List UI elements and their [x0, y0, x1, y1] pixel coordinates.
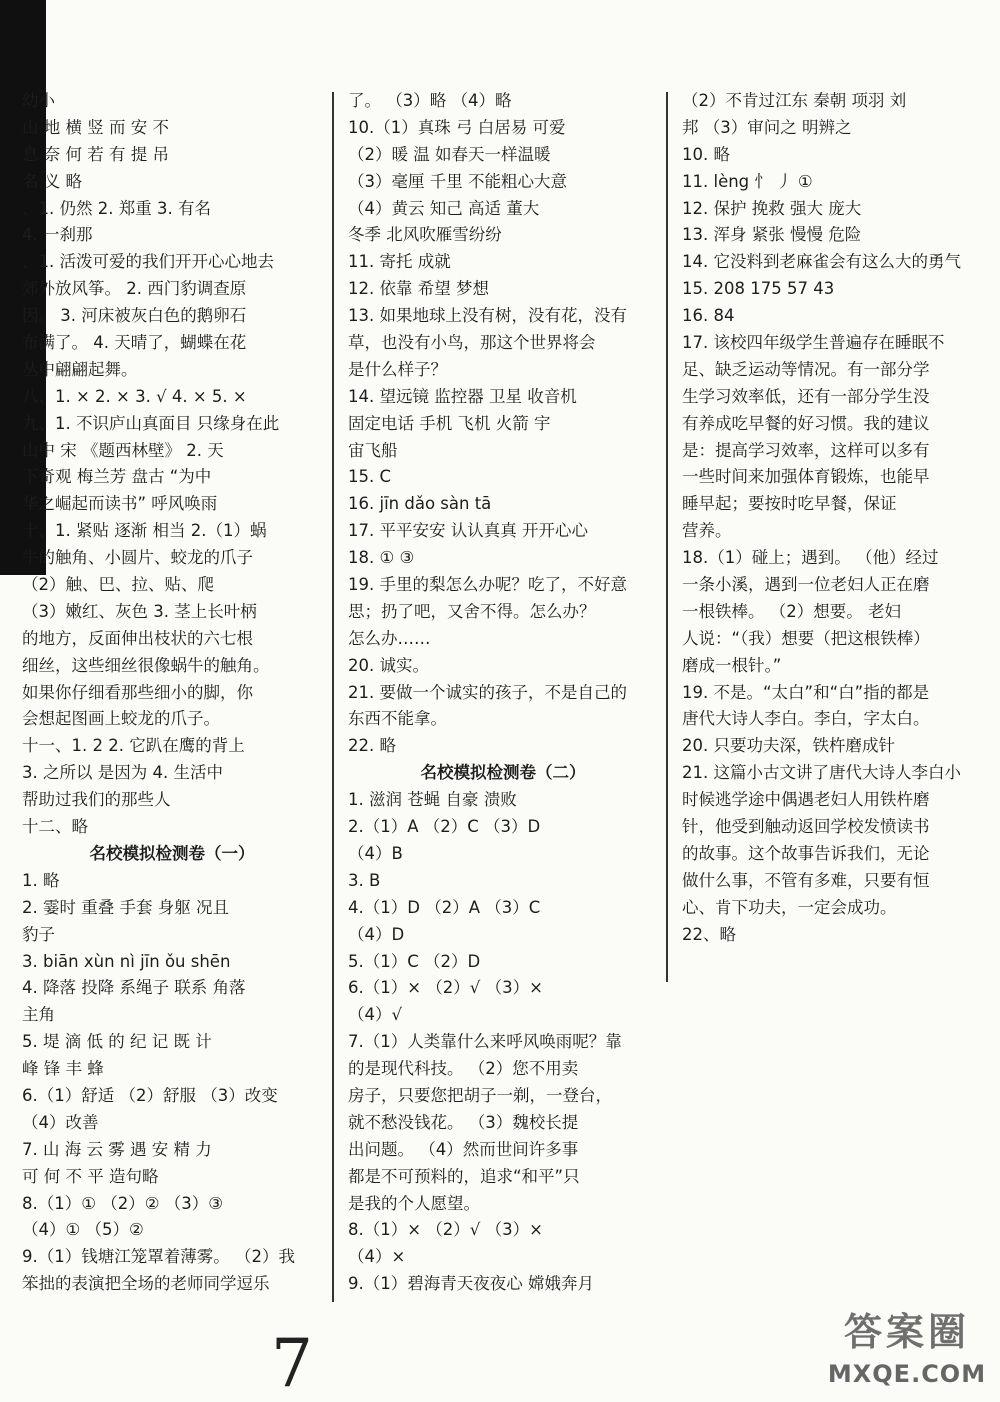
answer-line: 16. jīn dǎo sàn tā [348, 494, 492, 514]
answer-line: 10. 略 [682, 144, 730, 164]
answer-line: 足、缺乏运动等情况。有一部分学 [682, 359, 930, 379]
answer-line: 18.（1）碰上；遇到。 （他）经过 [682, 548, 939, 568]
answer-line: （4）√ [348, 1005, 403, 1025]
answer-line: 邦 （3）审问之 明辨之 [682, 117, 852, 137]
answer-line: 豹子 [22, 924, 55, 944]
answer-line: 房子，只要您把胡子一剃，一登台， [348, 1085, 612, 1105]
answer-line: 冬季 北风吹雁雪纷纷 [348, 225, 502, 245]
answer-line: 一条小溪，遇到一位老妇人正在磨 [682, 575, 930, 595]
answer-line: 思；扔了吧，又舍不得。怎么办？ [348, 601, 596, 621]
answer-line: 草，也没有小鸟，那这个世界将会 [348, 333, 596, 353]
answer-line: 8.（1）× （2）√ （3）× [348, 1220, 543, 1240]
watermark [818, 1306, 996, 1398]
answer-line: 怎么办…… [348, 628, 431, 648]
answer-line: 14. 望远镜 监控器 卫星 收音机 [348, 386, 577, 406]
answer-line: （4）① （5）② [22, 1220, 144, 1240]
answer-line: 20. 诚实。 [348, 655, 429, 675]
right-column [682, 88, 987, 949]
middle-column [348, 88, 658, 1298]
answer-line: 15. 208 175 57 43 [682, 279, 835, 299]
answer-line: 营养。 [682, 521, 732, 541]
answer-line: 睡早起；要按时吃早餐，保证 [682, 494, 897, 514]
answer-line: 帮助过我们的那些人 [22, 790, 171, 810]
answer-line: 一些时间来加强体育锻炼，也能早 [682, 467, 930, 487]
answer-line: 就不愁没钱花。 （3）魏校长提 [348, 1112, 579, 1132]
answer-line: 12. 依靠 希望 梦想 [348, 279, 489, 299]
answer-line: 22. 略 [348, 736, 396, 756]
answer-line: 山中 宋 《题西林壁》 2. 天 [22, 440, 224, 460]
answer-line: 1. 滋润 苍蝇 自豪 溃败 [348, 790, 517, 810]
answer-line: 因。 3. 河床被灰白色的鹅卵石 [22, 306, 247, 326]
answer-line: 7.（1）人类靠什么来呼风唤雨呢？靠 [348, 1032, 622, 1052]
answer-line: 名 义 略 [22, 171, 82, 191]
answer-line: 可 何 不 平 造句略 [22, 1166, 159, 1186]
column-divider-1 [332, 92, 334, 1302]
answer-line: （4）× [348, 1247, 406, 1267]
answer-line: 的是现代科技。 （2）您不用卖 [348, 1059, 579, 1079]
answer-line: 会想起图画上蛟龙的爪子。 [22, 709, 220, 729]
answer-line: 13. 如果地球上没有树，没有花，没有 [348, 306, 627, 326]
answer-line: （3）嫩红、灰色 3. 茎上长叶柄 [22, 601, 257, 621]
answer-line: 21. 要做一个诚实的孩子，不是自己的 [348, 682, 627, 702]
answer-line: 20. 只要功夫深，铁杵磨成针 [682, 736, 895, 756]
answer-line: 2. 霎时 重叠 手套 身躯 况且 [22, 897, 229, 917]
answer-line: 15. C [348, 467, 392, 487]
answer-line: （4）改善 [22, 1112, 99, 1132]
answer-line: 3. 之所以 是因为 4. 生活中 [22, 763, 223, 783]
answer-line: 14. 它没料到老麻雀会有这么大的勇气 [682, 252, 961, 272]
answer-line: 16. 84 [682, 306, 735, 326]
answer-line: 人说：“（我）想要（把这根铁棒） [682, 628, 930, 648]
answer-line: 丛中翩翩起舞。 [22, 359, 138, 379]
answer-line: （2）不肯过江东 秦朝 项羽 刘 [682, 91, 907, 110]
answer-line: 布满了。 4. 天晴了，蝴蝶在花 [22, 333, 247, 353]
answer-line: 21. 这篇小古文讲了唐代大诗人李白小 [682, 763, 961, 783]
answer-line: 4. 降落 投降 系绳子 联系 角落 [22, 978, 246, 998]
answer-line: 都是不可预料的，追求“和平”只 [348, 1166, 580, 1186]
answer-line: 做什么事，不管有多难，只要有恒 [682, 870, 930, 890]
watermark-logo: 答案圈 [843, 1310, 970, 1354]
answer-line: 细丝，这些细丝很像蜗牛的触角。 [22, 655, 270, 675]
answer-line: 郊外放风筝。 2. 西门豹调查原 [22, 279, 247, 299]
section-heading: 名校模拟检测卷（二） [420, 763, 586, 783]
answer-line: （3）毫厘 千里 不能粗心大意 [348, 171, 567, 191]
answer-line: 牛的触角、小圆片、蛟龙的爪子 [22, 548, 253, 568]
answer-line: （4）B [348, 843, 403, 863]
answer-line: 19. 手里的梨怎么办呢？吃了，不好意 [348, 575, 627, 595]
answer-line: 7. 山 海 云 雾 遇 安 精 力 [22, 1139, 212, 1159]
answer-line: 、1. 仍然 2. 郑重 3. 有名 [22, 198, 211, 218]
answer-line: 十、1. 紧贴 逐渐 相当 2.（1）蜗 [22, 521, 267, 541]
answer-line: 4. 一刹那 [22, 225, 93, 245]
answer-line: （2）暖 温 如春天一样温暖 [348, 144, 551, 164]
answer-line: 如果你仔细看那些细小的脚，你 [22, 682, 253, 702]
answer-line: 的地方，反面伸出枝状的六七根 [22, 628, 253, 648]
answer-line: 下奇观 梅兰芳 盘古 “为中 [22, 467, 212, 487]
answer-line: 4.（1）D （2）A （3）C [348, 897, 541, 917]
answer-line: 11. lèng 忄 丿 ① [682, 171, 813, 191]
answer-line: 心、肯下功夫，一定会成功。 [682, 897, 897, 917]
answer-line: 华之崛起而读书” 呼风唤雨 [22, 494, 218, 514]
answer-line: 时候逃学途中偶遇老妇人用铁杵磨 [682, 790, 930, 810]
answer-line: 8.（1）① （2）② （3）③ [22, 1193, 224, 1213]
answer-line: 磨成一根针。” [682, 655, 782, 675]
answer-line: 是什么样子？ [348, 359, 447, 379]
answer-line: 山 地 横 竖 而 安 不 [22, 117, 169, 137]
answer-line: 17. 该校四年级学生普遍存在睡眠不 [682, 333, 945, 353]
answer-line: 6.（1）舒适 （2）舒服 （3）改变 [22, 1085, 278, 1105]
left-column [22, 88, 322, 1298]
answer-line: 息 奈 何 若 有 提 吊 [22, 144, 169, 164]
answer-line: 峰 锋 丰 蜂 [22, 1059, 104, 1079]
answer-line: 十一、1. 2 2. 它趴在鹰的背上 [22, 736, 245, 756]
answer-line: 5. 堤 滴 低 的 纪 记 既 计 [22, 1032, 212, 1052]
answer-line: 19. 不是。“太白”和“白”指的都是 [682, 682, 930, 702]
page-number: 7 [271, 1325, 313, 1402]
answer-line: 针，他受到触动返回学校发愤读书 [682, 817, 930, 837]
answer-line: 是：提高学习效率，这样可以多有 [682, 440, 930, 460]
answer-line: 18. ① ③ [348, 548, 415, 568]
watermark-url: MXQE.COM [827, 1360, 987, 1388]
answer-line: 5.（1）C （2）D [348, 951, 481, 971]
answer-line: 一根铁棒。 （2）想要。 老妇 [682, 601, 901, 621]
answer-line: 出问题。 （4）然而世间许多事 [348, 1139, 579, 1159]
answer-line: （2）触、巴、拉、贴、爬 [22, 575, 214, 595]
answer-line: 1. 略 [22, 870, 60, 890]
answer-line: 17. 平平安安 认认真真 开开心心 [348, 521, 588, 541]
section-heading: 名校模拟检测卷（一） [89, 843, 255, 863]
answer-line: 笨拙的表演把全场的老师同学逗乐 [22, 1274, 270, 1294]
answer-line: 9.（1）碧海青天夜夜心 嫦娥奔月 [348, 1274, 594, 1294]
answer-line: 了。 （3）略 （4）略 [348, 91, 512, 110]
answer-line: 有养成吃早餐的好习惯。我的建议 [682, 413, 930, 433]
answer-line: 3. biān xùn nì jīn ǒu shēn [22, 951, 231, 971]
answer-line: 12. 保护 挽救 强大 庞大 [682, 198, 862, 218]
answer-line: 11. 寄托 成就 [348, 252, 451, 272]
answer-line: 主角 [22, 1005, 55, 1025]
answer-line: 10.（1）真珠 弓 白居易 可爱 [348, 117, 566, 137]
answer-line: 是我的个人愿望。 [348, 1193, 480, 1213]
answer-line: 22、略 [682, 924, 736, 944]
answer-line: 幼小 [22, 91, 55, 110]
answer-line: 九、1. 不识庐山真面目 只缘身在此 [22, 413, 280, 433]
answer-line: （4）D [348, 924, 405, 944]
answer-line: 宙飞船 [348, 440, 398, 460]
answer-line: 十二、略 [22, 817, 88, 837]
answer-line: 3. B [348, 870, 381, 890]
answer-line: 生学习效率低，还有一部分学生没 [682, 386, 930, 406]
answer-line: 13. 浑身 紧张 慢慢 危险 [682, 225, 862, 245]
column-divider-2 [666, 92, 668, 982]
answer-line: 2.（1）A （2）C （3）D [348, 817, 541, 837]
answer-line: 的故事。这个故事告诉我们，无论 [682, 843, 930, 863]
answer-line: 、1. 活泼可爱的我们开开心心地去 [22, 252, 274, 272]
answer-line: 固定电话 手机 飞机 火箭 宇 [348, 413, 551, 433]
answer-line: 6.（1）× （2）√ （3）× [348, 978, 543, 998]
answer-line: （4）黄云 知己 高适 董大 [348, 198, 540, 218]
answer-line: 八、1. × 2. × 3. √ 4. × 5. × [22, 386, 247, 406]
answer-line: 9.（1）钱塘江笼罩着薄雾。 （2）我 [22, 1247, 295, 1267]
answer-line: 唐代大诗人李白。李白，字太白。 [682, 709, 930, 729]
answer-line: 东西不能拿。 [348, 709, 447, 729]
